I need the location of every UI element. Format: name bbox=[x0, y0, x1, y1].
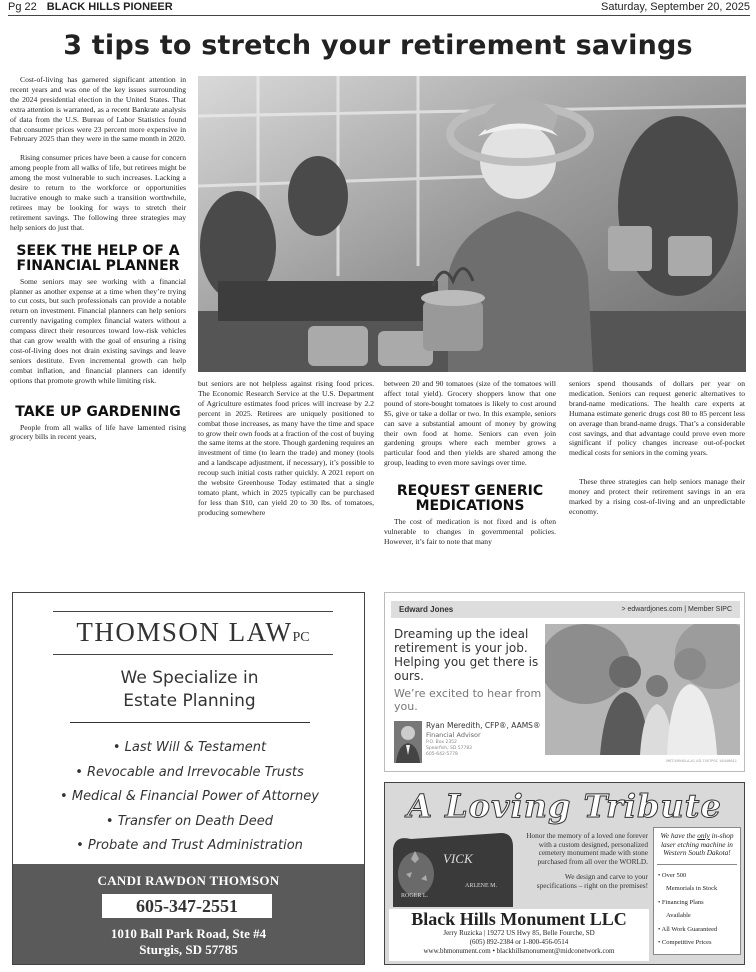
article-column-1 bbox=[10, 75, 186, 442]
monument-address: Jerry Ruzicka | 19272 US Hwy 85, Belle Fourche, SD bbox=[443, 929, 595, 937]
monument-features-box bbox=[653, 827, 741, 955]
medications-paragraph-cont: seniors spend thousands of dollars per year on medication. Seniors can request generic alternatives to brand-name medications. The health care experts at Humana estimate generic drugs cost 80 to 85 percent less on average than brand-name drugs. That’s a considerable cost savings, and that advantage could prove even more significant if policy changes increase out-of-pocket medical costs for seniors in the coming years. bbox=[569, 379, 745, 458]
thomson-law-ad[interactable] bbox=[12, 592, 365, 965]
article-column-3 bbox=[384, 379, 556, 547]
monument-features-list bbox=[654, 869, 740, 950]
advisor-address: P.O. Box 2352 Spearfish, SD 57783 605-642-5778 bbox=[426, 740, 473, 757]
law-divider bbox=[70, 722, 310, 723]
page-header bbox=[8, 0, 750, 14]
monument-ad-title: A Loving Tribute bbox=[407, 787, 722, 825]
advisor-avatar bbox=[394, 721, 422, 763]
edward-jones-ad[interactable] bbox=[384, 592, 745, 772]
feature-item: • Competitive Prices bbox=[658, 936, 740, 950]
black-hills-monument-ad[interactable] bbox=[384, 782, 745, 965]
feature-item: • Financing Plans Available bbox=[658, 896, 740, 923]
law-services-list bbox=[13, 736, 366, 859]
ej-fine-print: MKT-5894N-A-A1 AD 7007P0C 16446611 bbox=[666, 759, 737, 763]
subhead-gardening: TAKE UP GARDENING bbox=[15, 403, 181, 420]
law-service-item: • Last Will & Testament bbox=[112, 740, 267, 755]
ej-website-link[interactable]: > edwardjones.com | Member SIPC bbox=[621, 606, 732, 613]
attorney-name: CANDI RAWDON THOMSON bbox=[97, 873, 280, 888]
monument-web-email[interactable]: www.bhmonument.com • blackhillsmonument@midconetwork.com bbox=[423, 947, 615, 955]
monument-company-name: Black Hills Monument LLC bbox=[411, 909, 627, 929]
headstone-right-name: ARLENE M. bbox=[465, 883, 497, 889]
thomson-law-logo: THOMSON LAWPC bbox=[53, 611, 333, 655]
article-headline: 3 tips to stretch your retirement savings bbox=[63, 30, 693, 61]
law-service-item: • Revocable and Irrevocable Trusts bbox=[75, 764, 304, 780]
article-photo bbox=[198, 76, 746, 372]
advisor-title: Financial Advisor bbox=[426, 731, 481, 739]
feature-item: • Over 500 Memorials in Stock bbox=[658, 869, 740, 896]
gardening-paragraph-start: People from all walks of life have lamented rising grocery bills in recent years, bbox=[10, 422, 186, 442]
ej-headline: Dreaming up the ideal retirement is your job. Helping you get there is ours. bbox=[394, 627, 539, 683]
headstone-family-name: VICK bbox=[443, 851, 473, 866]
monument-contact bbox=[389, 909, 649, 961]
feature-item: • All Work Guaranteed bbox=[658, 923, 740, 937]
laser-etching-note: We have the only in-shop laser etching machine in Western South Dakota! bbox=[660, 831, 734, 858]
ej-advisor-card bbox=[394, 721, 554, 765]
law-phone[interactable]: 605-347-2551 bbox=[102, 894, 272, 918]
planner-paragraph: Some seniors may see working with a financial planner as another expense at a time when they’re trying to cut costs, but such professionals can provide a notable return on investment. Financial planners can help seniors currently navigating complex financial waters without a compass direct their resources toward low-risk vehicles that can grow wealth with the goal of ensuring a rising cost-of-living does not drain existing savings and leave seniors destitute. Even incremental growth can help combat inflation, and financial planners can identify options that promote growth while limiting risk. bbox=[10, 276, 186, 385]
gardening-paragraph-cont: but seniors are not helpless against rising food prices. The Economic Research Service at the U.S. Department of Agriculture estimates food prices will increase by 2.2 percent in 2025. Retirees are uniquely positioned to combat those increases, as many have the time and space to grow their own foods at a fraction of the cost of buying the same items at the store. Though gardening requires an investment of time (to learn the trade) and money (tools and a landscape adjustment, if necessary), it’s possible to recoup such initial costs rather quickly. A 2021 report on the website Greenhouse Today estimated that a single tomato plant, which in 2025 typically can be purchased for less than $10, can yield 20 to 30 lbs. of tomatoes, producing somewhere bbox=[198, 379, 374, 517]
page-number: Pg 22 bbox=[8, 1, 37, 13]
headstone-image bbox=[391, 829, 516, 907]
monument-phone[interactable]: (605) 892-2384 or 1-800-456-0514 bbox=[469, 938, 569, 946]
law-service-item: • Medical & Financial Power of Attorney bbox=[60, 789, 319, 804]
article-column-2 bbox=[198, 379, 374, 518]
law-tagline: We Specialize in Estate Planning bbox=[120, 668, 259, 711]
ej-logo: Edward Jones bbox=[399, 605, 454, 614]
publication-name: BLACK HILLS PIONEER bbox=[46, 1, 173, 13]
monument-blurb: Honor the memory of a loved one forever with a custom designed, personalized cemetery monument made with stone purchased from all over the WORLD. We design and carve to your specifications – right on the premises! bbox=[526, 831, 648, 890]
intro-paragraph-2: Rising consumer prices have been a cause for concern among people from all walks of life, but retirees might be among the most vulnerable to such increases. Lacking a desire to return to the workforce or opportunities lucrative enough to make such a transition worthwhile, retirees may be looking for ways to stretch their retirement savings. The following three strategies may help seniors do just that. bbox=[10, 153, 186, 232]
law-contact-footer bbox=[13, 864, 364, 964]
woman-in-greenhouse-image bbox=[198, 76, 746, 372]
subhead-financial-planner: SEEK THE HELP OF A FINANCIAL PLANNER bbox=[16, 242, 180, 274]
headstone-left-name: ROGER L. bbox=[401, 893, 428, 899]
closing-paragraph: These three strategies can help seniors manage their money and protect their retirement savings in an era marked by a rising cost-of-living and an unpredictable economy. bbox=[569, 477, 745, 516]
ej-subheadline: We’re excited to hear from you. bbox=[394, 687, 542, 713]
issue-date: Saturday, September 20, 2025 bbox=[600, 1, 750, 13]
ej-banner bbox=[391, 601, 740, 618]
header-divider bbox=[8, 15, 750, 16]
law-service-item: • Probate and Trust Administration bbox=[76, 838, 303, 853]
medications-paragraph-start: The cost of medication is not fixed and is often vulnerable to changes in governmental policies. However, it’s fair to note that many bbox=[384, 517, 556, 546]
law-service-item: • Transfer on Death Deed bbox=[105, 813, 274, 829]
intro-paragraph-1: Cost-of-living has garnered significant attention in recent years and was one of the key issues surrounding the 2024 presidential election in the United States. That extra attention is warranted, as a recent Bankrate analysis of data from the U.S. Bureau of Labor Statistics found that consumer prices were 23 percent more expensive in February 2025 than they were in the same month in 2020. bbox=[10, 75, 186, 144]
law-address: 1010 Ball Park Road, Ste #4 Sturgis, SD 57785 bbox=[110, 926, 267, 957]
gardening-paragraph-end: between 20 and 90 tomatoes (size of the tomatoes will affect total yield). Grocery shoppers know that one pound of store-bought tomatoes is likely to cost around $5, give or take a dollar or two. In this example, seniors can save a substantial amount of money by growing their own food at home. Seniors can even join gardening groups where each member grows a particular food and then yields are shared among the group, leading to even more savings over time. bbox=[384, 379, 556, 468]
article-column-4 bbox=[569, 379, 745, 517]
ej-family-photo bbox=[545, 624, 740, 755]
subhead-generic-medications: REQUEST GENERIC MEDICATIONS bbox=[396, 483, 544, 515]
advisor-name: Ryan Meredith, CFP®, AAMS® bbox=[426, 721, 541, 730]
